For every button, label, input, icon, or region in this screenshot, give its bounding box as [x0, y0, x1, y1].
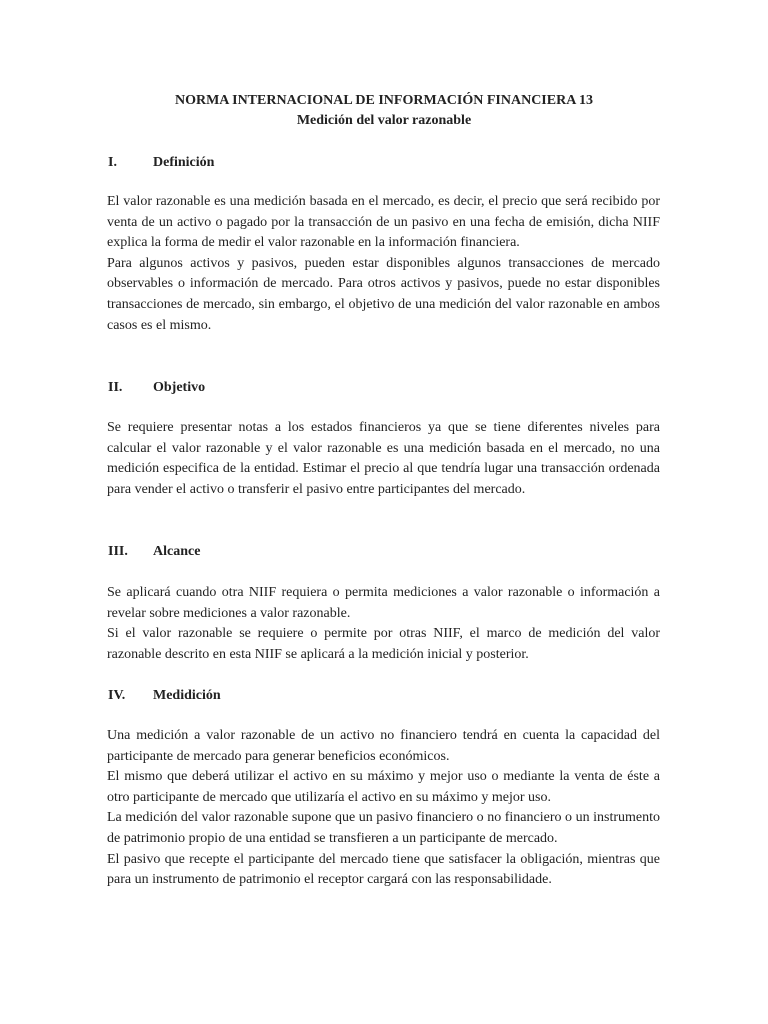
section-heading-definicion: [108, 153, 214, 173]
paragraph: Se requiere presentar notas a los estados financieros ya que se tiene diferentes niveles para calcular el valor razonable y el valor razonable es una medición basada en el mercado, no una medición especifica de la entidad. Estimar el precio al que tendría lugar una transacción ordenada para vender el activo o transferir el pasivo entre participantes del mercado.: [107, 420, 660, 497]
section-heading-medicion: [108, 686, 221, 706]
paragraph: Para algunos activos y pasivos, pueden estar disponibles algunos transacciones de mercado observables o información de mercado. Para otros activos y pasivos, puede no estar disponibles transacciones de mercado, sin embargo, el objetivo de una medición del valor razonable en ambos casos es el mismo.: [107, 255, 660, 333]
document-title: NORMA INTERNACIONAL DE INFORMACIÓN FINANCIERA 13: [174, 93, 594, 108]
section-body-definicion: [107, 192, 660, 336]
section-body-objetivo: [107, 418, 660, 500]
section-title: Objetivo: [153, 380, 206, 395]
section-heading-objetivo: [108, 378, 205, 398]
section-number: I.: [108, 155, 117, 170]
section-number: II.: [108, 380, 123, 395]
section-body-alcance: [107, 583, 660, 665]
paragraph: Se aplicará cuando otra NIIF requiera o permita mediciones a valor razonable o información a revelar sobre mediciones a valor razonable.: [107, 585, 660, 621]
paragraph: Si el valor razonable se requiere o permite por otras NIIF, el marco de medición del valor razonable descrito en esta NIIF se aplicará a la medición inicial y posterior.: [107, 626, 660, 662]
section-title: Alcance: [153, 544, 201, 559]
paragraph: El mismo que deberá utilizar el activo en su máximo y mejor uso o mediante la venta de éste a otro participante de mercado que utilizaría el activo en su máximo y mejor uso.: [107, 769, 660, 805]
section-number: III.: [108, 544, 128, 559]
section-title: Definición: [153, 155, 215, 170]
section-heading-alcance: [108, 542, 200, 562]
paragraph: El valor razonable es una medición basada en el mercado, es decir, el precio que será recibido por venta de un activo o pagado por la transacción de un pasivo en una fecha de emisión, dicha NIIF explica la forma de medir el valor razonable en la información financiera.: [107, 194, 660, 251]
document-subtitle: Medición del valor razonable: [296, 113, 472, 128]
section-body-medicion: [107, 726, 660, 891]
paragraph: Una medición a valor razonable de un activo no financiero tendrá en cuenta la capacidad del participante de mercado para generar beneficios económicos.: [107, 728, 660, 764]
paragraph: La medición del valor razonable supone que un pasivo financiero o no financiero o un instrumento de patrimonio propio de una entidad se transfieren a un participante de mercado.: [107, 810, 660, 846]
section-number: IV.: [108, 688, 126, 703]
section-title: Medidición: [153, 688, 221, 703]
paragraph: El pasivo que recepte el participante del mercado tiene que satisfacer la obligación, mientras que para un instrumento de patrimonio el receptor cargará con las responsabilidade.: [107, 851, 660, 888]
